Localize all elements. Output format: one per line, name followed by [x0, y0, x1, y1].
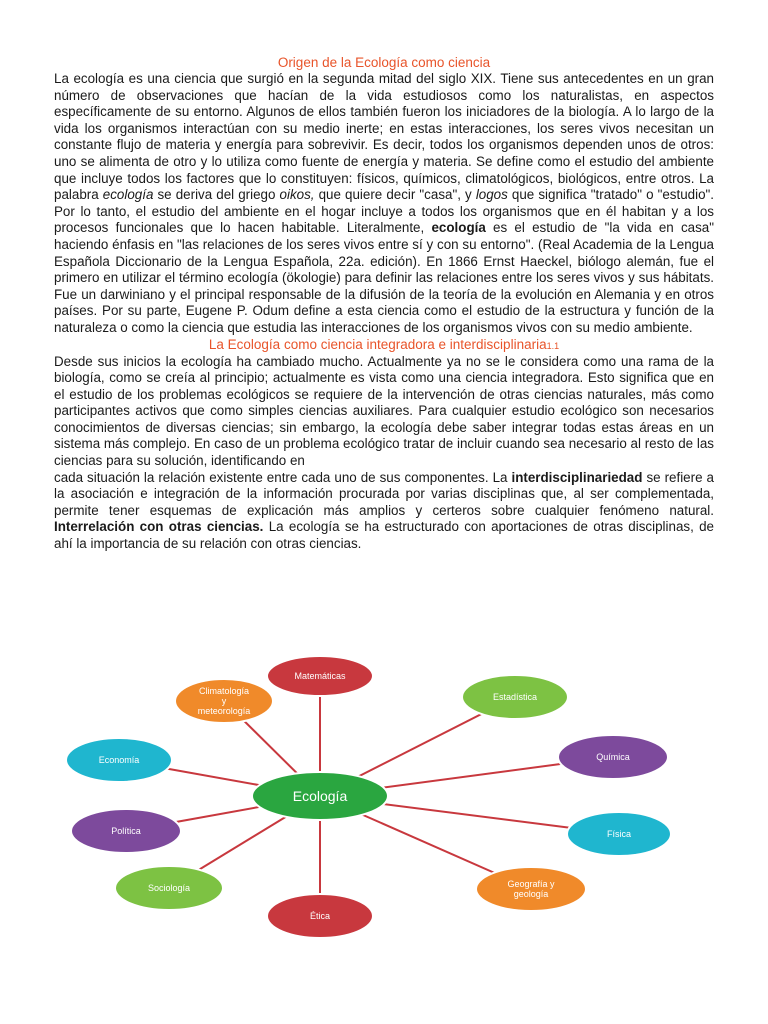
heading-text: La Ecología como ciencia integradora e interdisciplinaria — [208, 336, 547, 352]
paragraph-integradora-2 — [54, 470, 714, 553]
text-run: es el estudio de "la vida en casa" haciendo énfasis en "las relaciones de los seres vivos entre sí y con su entorno". (Real Academia de la Lengua Española Diccionario de la Lengua Española, 22a. edición). En 1866 Ernst Haeckel, biólogo alemán, fue el primero en utilizar el término ecología (ökologie) para definir las relaciones entre los seres vivos y sus hábitats. Fue un darwiniano y el principal responsable de la difusión de la teoría de la evolución en Alemania y en otros países. Por su parte, Eugene P. Odum define a esta ciencia como el estudio de la estructura y función de la naturaleza o como la ciencia que estudia las interacciones de los organismos vivos con su medio ambiente. — [54, 220, 714, 335]
node-geografia — [476, 867, 586, 911]
ecology-diagram — [64, 644, 712, 976]
node-label: Geografía y — [507, 879, 555, 889]
node-quimica — [558, 735, 668, 779]
node-label: Química — [596, 752, 630, 762]
paragraph-origen — [54, 71, 714, 337]
text-run-italic: logos — [475, 187, 508, 203]
node-estadistica — [462, 675, 568, 719]
node-label: Estadística — [492, 692, 538, 702]
center-label: Ecología — [292, 788, 348, 804]
node-label: Climatología — [198, 686, 250, 696]
text-run: que quiere decir "casa", y — [314, 187, 476, 203]
text-run-italic: ecología — [102, 187, 154, 203]
text-run-bold: interdisciplinariedad — [511, 469, 643, 485]
node-label: Política — [111, 826, 141, 836]
text-run: La ecología es una ciencia que surgió en la segunda mitad del siglo XIX. Tiene sus antecedentes en un gran número de observaciones que hacían de la vida estudiosos como los naturalistas, en aspectos específicamente de su entorno. Algunos de ellos también fueron los iniciadores de la biología. A lo largo de la vida los organismos interactúan con su medio inerte; en estas interacciones, los seres vivos necesitan un constante flujo de materia y energía para sobrevivir. Es decir, todos los organismos dependen unos de otros: uno se alimenta de otro y lo utiliza como fuente de energía y materia. Se define como el estudio del ambiente que incluye todos los factores que lo constituyen: físicos, químicos, climatológicos, biológicos, entre otros. La palabra — [54, 71, 714, 203]
ecology-diagram-svg — [64, 644, 712, 976]
text-run: se refiere a la asociación e integración de la información procurada por varias disciplinas que, al ser complementada, permite tener esquemas de explicación más amplios y certeros sobre cualquier fenómeno natural. — [54, 469, 714, 518]
node-label: Economía — [98, 755, 140, 765]
section-heading-origen: Origen de la Ecología como ciencia — [277, 55, 491, 70]
text-run: cada situación la relación existente entre cada uno de sus componentes. La — [54, 469, 512, 485]
text-run-bold: ecología — [431, 220, 486, 236]
node-sociologia — [115, 866, 223, 910]
node-economia — [66, 738, 172, 782]
node-label: Ética — [309, 911, 331, 921]
heading-footnote-number: 1.1 — [546, 340, 560, 351]
text-run: La ecología se ha estructurado con aportaciones de otras disciplinas, de ahí la importancia de su relación con otras ciencias. — [54, 519, 714, 552]
node-ecologia-center — [252, 772, 388, 820]
text-run: que significa "tratado" o "estudio". Por lo tanto, el estudio del ambiente en el hogar incluye a todos los organismos que en él habitan y a los procesos funcionales que lo hacen habitable. Literalmente, — [54, 187, 715, 236]
node-label: Física — [606, 829, 632, 839]
node-label: y — [221, 696, 227, 706]
node-label: Sociología — [147, 883, 191, 893]
node-etica — [267, 894, 373, 938]
node-climatologia — [175, 679, 273, 723]
node-label: meteorología — [197, 706, 251, 716]
text-run-italic: oikos, — [279, 187, 315, 203]
document-page — [54, 55, 714, 553]
node-matematicas — [267, 656, 373, 696]
node-label: geología — [513, 889, 549, 899]
node-politica — [71, 809, 181, 853]
text-run-bold: Interrelación con otras ciencias. — [54, 519, 264, 535]
node-fisica — [567, 812, 671, 856]
paragraph-integradora-1: Desde sus inicios la ecología ha cambiado mucho. Actualmente ya no se le considera como una rama de la biología, como se creía al principio; actualmente es vista como una ciencia integradora. Esto significa que en el estudio de los problemas ecológicos se requiere de la intervención de otras ciencias naturales, más como participantes activos que como simples ciencias auxiliares. Para cualquier estudio ecológico son necesarios conocimientos de diversas ciencias; sin embargo, la ecología debe saber integrar todas estas áreas en un sistema más complejo. En caso de un problema ecológico tratar de incluir cuando sea necesario al resto de las ciencias para su solución, identificando en — [54, 353, 714, 469]
section-heading-integradora — [54, 337, 714, 354]
text-run: se deriva del griego — [153, 187, 280, 203]
node-label: Matemáticas — [294, 671, 346, 681]
